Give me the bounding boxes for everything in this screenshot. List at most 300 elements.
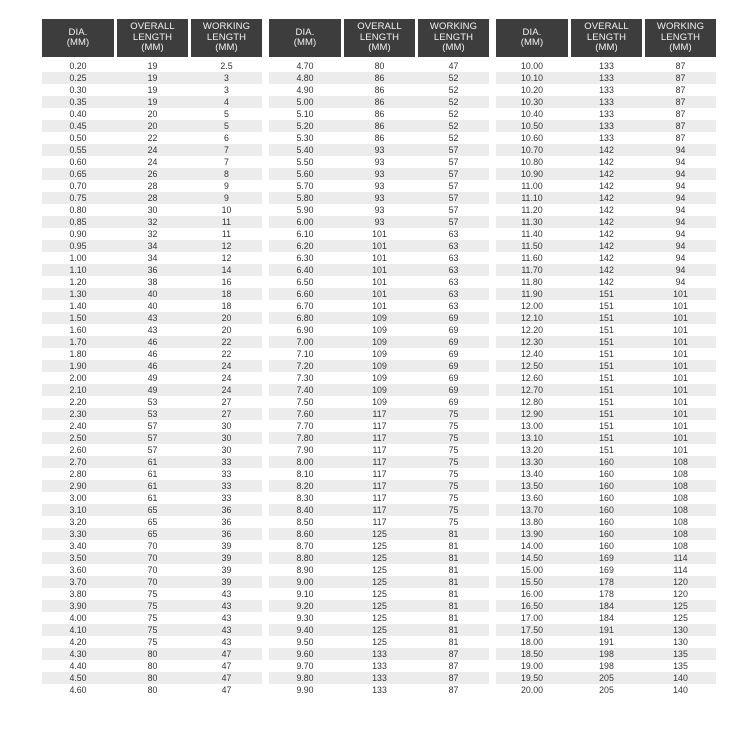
working-length-cell: 6 [224, 133, 229, 143]
dia-cell: 5.70 [296, 181, 314, 191]
overall-length-cell: 101 [372, 301, 387, 311]
dia-cell: 13.80 [520, 517, 543, 527]
dia-cell: 3.50 [69, 553, 87, 563]
table-row [42, 492, 262, 504]
working-length-cell: 69 [448, 325, 459, 335]
dia-cell: 12.90 [520, 409, 543, 419]
table-row [269, 276, 489, 288]
working-length-cell: 81 [448, 637, 459, 647]
dia-cell: 9.80 [296, 673, 314, 683]
dia-cell: 6.30 [296, 253, 314, 263]
table-row [496, 636, 716, 648]
table-row [269, 192, 489, 204]
working-length-cell: 108 [673, 481, 688, 491]
overall-length-cell: 109 [372, 361, 387, 371]
dia-cell: 2.60 [69, 445, 87, 455]
dia-cell: 6.00 [296, 217, 314, 227]
dia-cell: 13.70 [520, 505, 543, 515]
table-row [269, 324, 489, 336]
dia-cell: 14.50 [520, 553, 543, 563]
working-length-cell: 108 [673, 529, 688, 539]
working-length-cell: 36 [221, 529, 232, 539]
working-length-cell: 87 [675, 61, 686, 71]
table-row [269, 144, 489, 156]
overall-length-cell: 151 [599, 361, 614, 371]
dia-cell: 4.30 [69, 649, 87, 659]
dia-cell: 12.60 [520, 373, 543, 383]
dia-cell: 12.20 [520, 325, 543, 335]
overall-length-cell: 133 [372, 673, 387, 683]
overall-length-cell: 34 [147, 241, 158, 251]
table-row [42, 432, 262, 444]
table-row [269, 660, 489, 672]
table-row [42, 600, 262, 612]
working-length-cell: 94 [675, 217, 686, 227]
overall-length-cell: 125 [372, 601, 387, 611]
dia-cell: 1.70 [69, 337, 87, 347]
working-length-cell: 94 [675, 145, 686, 155]
table-row [269, 504, 489, 516]
table-row [269, 432, 489, 444]
overall-length-cell: 198 [599, 661, 614, 671]
working-length-cell: 101 [673, 397, 688, 407]
overall-length-cell: 20 [147, 121, 158, 131]
dia-cell: 12.70 [520, 385, 543, 395]
overall-length-cell: 57 [147, 433, 158, 443]
overall-length-cell: 151 [599, 397, 614, 407]
overall-length-cell: 151 [599, 301, 614, 311]
working-length-cell: 57 [448, 145, 459, 155]
table-row [42, 384, 262, 396]
working-length-cell: 108 [673, 493, 688, 503]
overall-length-cell: 205 [599, 685, 614, 695]
table-row [269, 264, 489, 276]
overall-length-cell: 28 [147, 193, 158, 203]
working-length-cell: 75 [448, 517, 459, 527]
overall-length-cell: 75 [147, 613, 158, 623]
overall-length-cell: 117 [372, 469, 387, 479]
working-length-cell: 18 [221, 301, 232, 311]
working-length-cell: 87 [448, 685, 459, 695]
table-row [496, 156, 716, 168]
working-length-cell: 135 [673, 649, 688, 659]
dia-cell: 10.90 [520, 169, 543, 179]
dia-cell: 1.00 [69, 253, 87, 263]
table-row [269, 216, 489, 228]
working-length-cell: 22 [221, 349, 232, 359]
working-length-cell: 108 [673, 457, 688, 467]
table-row [269, 312, 489, 324]
overall-length-cell: 43 [147, 325, 158, 335]
overall-length-cell: 160 [599, 529, 614, 539]
overall-length-cell: 109 [372, 325, 387, 335]
table-row [42, 480, 262, 492]
table-row [269, 588, 489, 600]
dia-cell: 15.00 [520, 565, 543, 575]
dia-cell: 8.60 [296, 529, 314, 539]
working-length-cell: 47 [221, 685, 232, 695]
dia-cell: 9.40 [296, 625, 314, 635]
working-length-header: WORKING LENGTH (MM) [418, 19, 489, 57]
overall-length-cell: 61 [147, 457, 158, 467]
overall-length-cell: 80 [147, 685, 158, 695]
overall-length-cell: 93 [374, 157, 385, 167]
dia-cell: 8.20 [296, 481, 314, 491]
dia-cell: 2.00 [69, 373, 87, 383]
working-length-cell: 43 [221, 625, 232, 635]
overall-length-cell: 86 [374, 97, 385, 107]
table-row [42, 528, 262, 540]
dia-cell: 0.45 [69, 121, 87, 131]
overall-length-cell: 117 [372, 421, 387, 431]
dia-cell: 10.60 [520, 133, 543, 143]
overall-length-cell: 151 [599, 445, 614, 455]
table-row [269, 552, 489, 564]
working-length-cell: 3 [224, 85, 229, 95]
working-length-cell: 101 [673, 373, 688, 383]
working-length-cell: 87 [675, 97, 686, 107]
overall-length-cell: 24 [147, 145, 158, 155]
working-length-cell: 52 [448, 109, 459, 119]
dia-cell: 7.10 [296, 349, 314, 359]
table-row [42, 276, 262, 288]
dia-cell: 3.80 [69, 589, 87, 599]
overall-length-cell: 49 [147, 385, 158, 395]
table-row [42, 252, 262, 264]
table-row [42, 192, 262, 204]
dia-cell: 12.80 [520, 397, 543, 407]
dia-cell: 0.35 [69, 97, 87, 107]
table-row [269, 468, 489, 480]
dia-cell: 16.50 [520, 601, 543, 611]
table-row [42, 204, 262, 216]
dia-cell: 2.80 [69, 469, 87, 479]
overall-length-cell: 133 [599, 73, 614, 83]
table-row [42, 552, 262, 564]
table-row [496, 468, 716, 480]
overall-length-cell: 117 [372, 505, 387, 515]
dia-cell: 6.10 [296, 229, 314, 239]
working-length-cell: 101 [673, 385, 688, 395]
working-length-cell: 75 [448, 481, 459, 491]
overall-length-cell: 117 [372, 409, 387, 419]
table-row [42, 444, 262, 456]
dia-cell: 5.60 [296, 169, 314, 179]
working-length-cell: 114 [673, 565, 688, 575]
dia-cell: 3.00 [69, 493, 87, 503]
overall-length-cell: 109 [372, 337, 387, 347]
dia-cell: 11.90 [521, 289, 543, 299]
table-row [496, 240, 716, 252]
working-length-cell: 43 [221, 601, 232, 611]
table-row [269, 288, 489, 300]
dia-cell: 7.90 [296, 445, 314, 455]
working-length-cell: 7 [224, 157, 229, 167]
overall-length-cell: 22 [147, 133, 158, 143]
table-row [42, 468, 262, 480]
overall-length-cell: 46 [147, 349, 158, 359]
table-row [496, 660, 716, 672]
overall-length-cell: 86 [374, 73, 385, 83]
table-row [496, 552, 716, 564]
working-length-cell: 81 [448, 565, 459, 575]
overall-length-cell: 38 [147, 277, 158, 287]
working-length-cell: 94 [675, 277, 686, 287]
working-length-cell: 24 [221, 373, 232, 383]
overall-length-cell: 191 [599, 637, 614, 647]
overall-length-cell: 93 [374, 181, 385, 191]
overall-length-cell: 142 [599, 217, 614, 227]
working-length-cell: 69 [448, 349, 459, 359]
working-length-cell: 81 [448, 553, 459, 563]
table-row [42, 96, 262, 108]
working-length-cell: 57 [448, 169, 459, 179]
table-row [269, 252, 489, 264]
table-row [42, 564, 262, 576]
overall-length-cell: 125 [372, 577, 387, 587]
dia-cell: 12.00 [520, 301, 543, 311]
working-length-cell: 101 [673, 361, 688, 371]
working-length-cell: 20 [221, 325, 232, 335]
dia-cell: 0.20 [69, 61, 87, 71]
overall-length-cell: 160 [599, 505, 614, 515]
working-length-cell: 52 [448, 73, 459, 83]
table-row [42, 156, 262, 168]
table-row [269, 180, 489, 192]
dia-cell: 17.50 [520, 625, 543, 635]
overall-length-cell: 32 [147, 229, 158, 239]
table-row [496, 252, 716, 264]
working-length-cell: 22 [221, 337, 232, 347]
overall-length-cell: 70 [147, 553, 158, 563]
table-row [269, 240, 489, 252]
table-row [269, 84, 489, 96]
working-length-cell: 114 [673, 553, 688, 563]
working-length-cell: 87 [448, 673, 459, 683]
working-length-cell: 43 [221, 613, 232, 623]
overall-length-cell: 109 [372, 313, 387, 323]
dia-cell: 0.65 [69, 169, 87, 179]
dia-cell: 0.30 [69, 85, 87, 95]
dia-cell: 7.50 [296, 397, 314, 407]
overall-length-cell: 117 [372, 493, 387, 503]
table-row [42, 540, 262, 552]
table-row [496, 576, 716, 588]
dia-cell: 8.90 [296, 565, 314, 575]
overall-length-cell: 133 [599, 97, 614, 107]
working-length-cell: 52 [448, 97, 459, 107]
dia-cell: 7.20 [296, 361, 314, 371]
overall-length-cell: 160 [599, 541, 614, 551]
table-row [42, 372, 262, 384]
table-row [269, 564, 489, 576]
dia-cell: 9.70 [296, 661, 314, 671]
table-row [496, 192, 716, 204]
dia-cell: 8.50 [296, 517, 314, 527]
overall-length-cell: 109 [372, 349, 387, 359]
overall-length-cell: 133 [372, 661, 387, 671]
dia-cell: 4.80 [296, 73, 314, 83]
overall-length-cell: 57 [147, 445, 158, 455]
overall-length-cell: 151 [599, 289, 614, 299]
overall-length-cell: 53 [147, 409, 158, 419]
overall-length-cell: 125 [372, 529, 387, 539]
overall-length-cell: 142 [599, 277, 614, 287]
dia-cell: 3.90 [69, 601, 87, 611]
working-length-cell: 52 [448, 133, 459, 143]
overall-length-cell: 151 [599, 409, 614, 419]
table-row [269, 336, 489, 348]
table-row [269, 408, 489, 420]
dia-cell: 6.50 [296, 277, 314, 287]
overall-length-cell: 160 [599, 481, 614, 491]
table-row [496, 444, 716, 456]
table-column-3 [496, 19, 716, 696]
table-row [269, 396, 489, 408]
working-length-cell: 30 [221, 433, 232, 443]
table-row [42, 636, 262, 648]
overall-length-cell: 80 [374, 61, 385, 71]
overall-length-cell: 117 [372, 433, 387, 443]
table-row [269, 480, 489, 492]
overall-length-cell: 80 [147, 673, 158, 683]
table-row [269, 120, 489, 132]
overall-length-header: OVERALL LENGTH (MM) [117, 19, 188, 57]
dia-cell: 4.70 [296, 61, 314, 71]
table-row [269, 600, 489, 612]
overall-length-cell: 117 [372, 445, 387, 455]
dia-cell: 4.00 [69, 613, 87, 623]
overall-length-cell: 184 [599, 613, 614, 623]
working-length-cell: 94 [675, 181, 686, 191]
dia-cell: 5.30 [296, 133, 314, 143]
table-row [496, 504, 716, 516]
working-length-cell: 47 [221, 673, 232, 683]
overall-length-cell: 109 [372, 373, 387, 383]
table-row [42, 420, 262, 432]
table-row [496, 324, 716, 336]
table-row [496, 108, 716, 120]
overall-length-cell: 160 [599, 517, 614, 527]
dia-cell: 13.30 [520, 457, 543, 467]
working-length-cell: 63 [448, 253, 459, 263]
dia-cell: 8.30 [296, 493, 314, 503]
table-header [496, 19, 716, 57]
dia-header: DIA. (MM) [269, 19, 341, 57]
dia-cell: 3.30 [69, 529, 87, 539]
working-length-cell: 94 [675, 265, 686, 275]
table-row [269, 156, 489, 168]
table-row [269, 108, 489, 120]
working-length-cell: 135 [673, 661, 688, 671]
working-length-cell: 75 [448, 421, 459, 431]
table-row [42, 120, 262, 132]
working-length-cell: 24 [221, 361, 232, 371]
table-row [496, 288, 716, 300]
table-row [42, 216, 262, 228]
working-length-cell: 101 [673, 445, 688, 455]
table-row [42, 84, 262, 96]
overall-length-cell: 19 [147, 73, 158, 83]
dia-cell: 4.50 [69, 673, 87, 683]
overall-length-cell: 142 [599, 181, 614, 191]
overall-length-cell: 24 [147, 157, 158, 167]
overall-length-cell: 26 [147, 169, 158, 179]
dia-cell: 2.40 [69, 421, 87, 431]
overall-length-cell: 86 [374, 109, 385, 119]
working-length-cell: 130 [673, 625, 688, 635]
table-row [496, 432, 716, 444]
overall-length-cell: 86 [374, 85, 385, 95]
table-row [42, 132, 262, 144]
dia-cell: 9.50 [296, 637, 314, 647]
working-length-cell: 101 [673, 313, 688, 323]
overall-length-cell: 70 [147, 541, 158, 551]
table-row [496, 480, 716, 492]
dia-cell: 8.00 [296, 457, 314, 467]
overall-length-cell: 151 [599, 433, 614, 443]
working-length-cell: 101 [673, 421, 688, 431]
table-header [269, 19, 489, 57]
overall-length-cell: 178 [599, 577, 614, 587]
dia-cell: 17.00 [520, 613, 543, 623]
working-length-cell: 69 [448, 397, 459, 407]
table-row [496, 648, 716, 660]
overall-length-cell: 46 [147, 337, 158, 347]
overall-length-cell: 70 [147, 577, 158, 587]
overall-length-cell: 151 [599, 313, 614, 323]
working-length-cell: 101 [673, 289, 688, 299]
working-length-cell: 101 [673, 349, 688, 359]
overall-length-cell: 19 [147, 61, 158, 71]
dia-cell: 5.50 [296, 157, 314, 167]
dia-cell: 11.30 [521, 217, 543, 227]
overall-length-cell: 19 [147, 85, 158, 95]
table-row [496, 132, 716, 144]
table-row [269, 72, 489, 84]
table-row [42, 516, 262, 528]
working-length-cell: 81 [448, 577, 459, 587]
working-length-cell: 9 [224, 193, 229, 203]
table-row [42, 408, 262, 420]
overall-length-cell: 142 [599, 169, 614, 179]
working-length-cell: 75 [448, 469, 459, 479]
overall-length-cell: 133 [599, 133, 614, 143]
dia-cell: 0.70 [69, 181, 87, 191]
dia-cell: 9.20 [296, 601, 314, 611]
overall-length-cell: 169 [599, 553, 614, 563]
table-row [496, 528, 716, 540]
working-length-cell: 125 [673, 601, 688, 611]
overall-length-cell: 133 [372, 649, 387, 659]
overall-length-cell: 151 [599, 325, 614, 335]
overall-length-cell: 80 [147, 649, 158, 659]
working-length-cell: 2.5 [220, 61, 233, 71]
dia-cell: 4.20 [69, 637, 87, 647]
dia-cell: 9.00 [296, 577, 314, 587]
dia-cell: 9.90 [296, 685, 314, 695]
working-length-cell: 27 [221, 409, 232, 419]
working-length-cell: 75 [448, 445, 459, 455]
working-length-cell: 69 [448, 313, 459, 323]
table-row [269, 456, 489, 468]
overall-length-cell: 125 [372, 625, 387, 635]
working-length-cell: 140 [673, 685, 688, 695]
table-row [269, 684, 489, 696]
working-length-cell: 30 [221, 421, 232, 431]
dia-cell: 13.50 [520, 481, 543, 491]
overall-length-cell: 133 [599, 121, 614, 131]
